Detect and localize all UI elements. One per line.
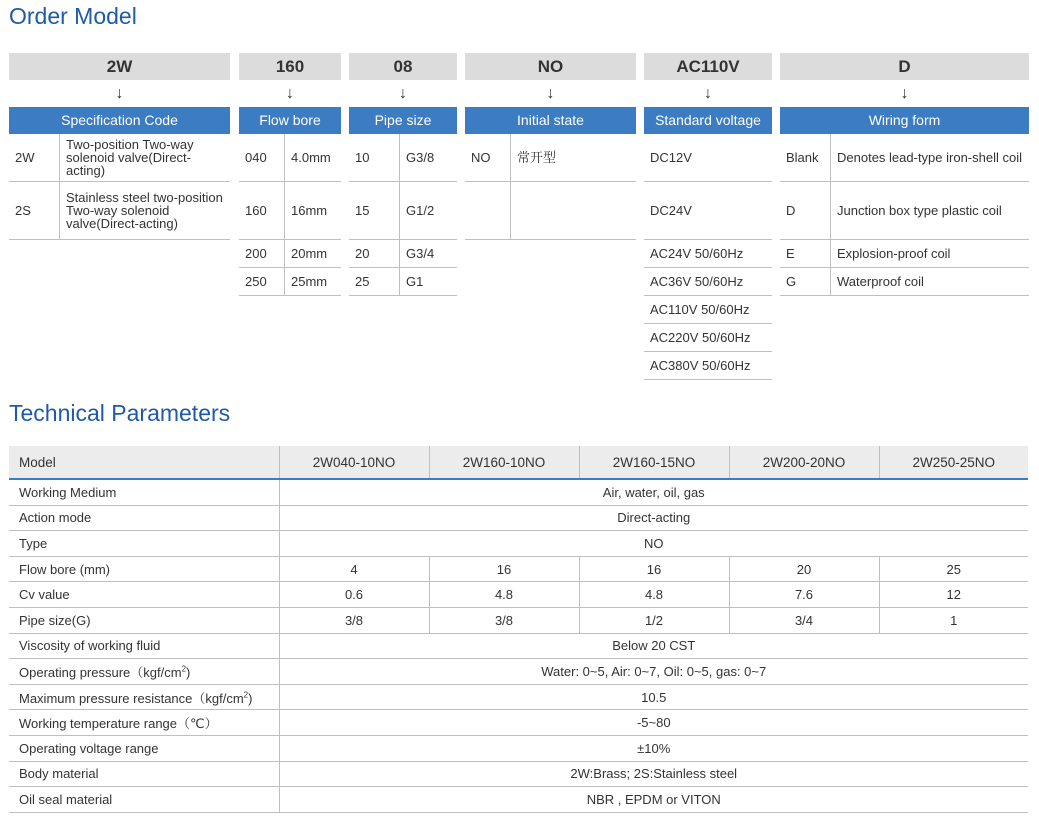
option-code xyxy=(465,182,511,239)
order-column-header: Standard voltage xyxy=(644,107,772,134)
order-option-row xyxy=(644,182,772,240)
unit-superscript: 2 xyxy=(243,690,249,700)
table-row xyxy=(9,582,1028,608)
parameter-label xyxy=(9,735,279,761)
option-code: E xyxy=(780,240,831,267)
order-option-row xyxy=(644,352,772,380)
option-code: 2W xyxy=(9,134,60,181)
down-arrow-icon: ↓ xyxy=(704,85,712,102)
order-option-row xyxy=(644,240,772,268)
order-code-segment: 08 xyxy=(349,53,457,80)
order-option-row xyxy=(349,240,457,268)
parameter-value: 2W:Brass; 2S:Stainless steel xyxy=(279,761,1028,787)
parameter-label xyxy=(9,684,279,710)
parameter-value: 3/8 xyxy=(429,607,579,633)
order-option-row xyxy=(644,324,772,352)
option-description xyxy=(511,182,636,239)
option-description: 20mm xyxy=(291,246,328,261)
option-description: AC380V 50/60Hz xyxy=(650,358,751,373)
option-description: G3/8 xyxy=(406,150,435,165)
order-option-row xyxy=(644,296,772,324)
table-row xyxy=(9,607,1028,633)
option-description: AC110V 50/60Hz xyxy=(650,302,750,317)
order-column-header: Flow bore xyxy=(239,107,341,134)
option-code: 040 xyxy=(239,134,285,181)
down-arrow-icon: ↓ xyxy=(399,85,407,102)
parameter-value: 0.6 xyxy=(279,582,429,608)
option-code: 15 xyxy=(349,182,400,239)
parameter-value: -5~80 xyxy=(279,710,1028,736)
order-code-segment: D xyxy=(780,53,1029,80)
option-description: 16mm xyxy=(291,203,328,218)
option-description: G1 xyxy=(406,274,424,289)
order-option-row xyxy=(349,268,457,296)
parameter-value: ±10% xyxy=(279,735,1028,761)
parameter-label-text: Oil seal material xyxy=(19,791,113,807)
down-arrow-icon: ↓ xyxy=(286,85,294,102)
table-row xyxy=(9,556,1028,582)
option-description: AC36V 50/60Hz xyxy=(650,274,744,289)
parameter-value: Below 20 CST xyxy=(279,633,1028,659)
parameter-label-text: Operating voltage range xyxy=(19,740,159,756)
order-option-row xyxy=(465,134,636,182)
order-option-row xyxy=(239,268,341,296)
option-description: Stainless steel two-position Two-way solenoid valve(Direct-acting) xyxy=(66,190,223,231)
parameter-value: 16 xyxy=(429,556,579,582)
parameter-value: Direct-acting xyxy=(279,505,1028,531)
table-row xyxy=(9,505,1028,531)
model-name: 2W040-10NO xyxy=(279,446,429,479)
option-description: 25mm xyxy=(291,274,328,289)
parameter-label xyxy=(9,787,279,813)
order-column-header: Initial state xyxy=(465,107,636,134)
order-column-1 xyxy=(239,53,341,296)
parameter-label-text: Body material xyxy=(19,766,99,782)
parameter-label-text: Pipe size(G) xyxy=(19,612,91,628)
parameter-value: Air, water, oil, gas xyxy=(279,479,1028,505)
order-code-segment: 160 xyxy=(239,53,341,80)
option-description: G1/2 xyxy=(406,203,435,218)
parameter-label xyxy=(9,479,279,505)
parameter-label xyxy=(9,582,279,608)
order-option-row xyxy=(644,134,772,182)
option-description: AC24V 50/60Hz xyxy=(650,246,744,261)
parameter-value: NBR , EPDM or VITON xyxy=(279,787,1028,813)
parameter-label xyxy=(9,633,279,659)
order-option-row xyxy=(644,268,772,296)
order-column-4 xyxy=(644,53,772,380)
order-option-row xyxy=(349,182,457,240)
parameter-value: 4.8 xyxy=(429,582,579,608)
model-label: Model xyxy=(9,446,279,479)
table-row xyxy=(9,710,1028,736)
parameter-value: NO xyxy=(279,531,1028,557)
parameter-value: 12 xyxy=(879,582,1028,608)
parameter-label-text: Working Medium xyxy=(19,484,117,500)
parameter-value: 4.8 xyxy=(579,582,729,608)
parameter-value: 16 xyxy=(579,556,729,582)
option-code: 160 xyxy=(239,182,285,239)
option-code: NO xyxy=(465,134,511,181)
order-option-row xyxy=(239,134,341,182)
option-description: DC24V xyxy=(650,203,692,218)
parameter-label xyxy=(9,505,279,531)
order-code-segment: NO xyxy=(465,53,636,80)
down-arrow-icon: ↓ xyxy=(546,85,555,102)
table-row xyxy=(9,531,1028,557)
unit-close: ) xyxy=(248,690,253,706)
parameter-label xyxy=(9,556,279,582)
model-name: 2W160-10NO xyxy=(429,446,579,479)
parameter-label-text: Viscosity of working fluid xyxy=(19,638,161,654)
order-option-row xyxy=(780,182,1029,240)
order-option-row xyxy=(349,134,457,182)
order-option-row xyxy=(9,134,230,182)
order-option-row xyxy=(780,240,1029,268)
parameter-value: 3/4 xyxy=(729,607,879,633)
order-code-segment: AC110V xyxy=(644,53,772,80)
parameter-label xyxy=(9,761,279,787)
order-column-header: Pipe size xyxy=(349,107,457,134)
technical-parameters-title: Technical Parameters xyxy=(9,400,231,426)
option-description: 常开型 xyxy=(517,150,557,165)
parameter-value: Water: 0~5, Air: 0~7, Oil: 0~5, gas: 0~7 xyxy=(279,659,1028,685)
option-description: Denotes lead-type iron-shell coil xyxy=(837,150,1022,165)
order-model-title: Order Model xyxy=(9,3,137,29)
order-column-header: Specification Code xyxy=(9,107,230,134)
option-description: DC12V xyxy=(650,150,692,165)
option-description: G3/4 xyxy=(406,246,435,261)
order-option-row xyxy=(780,134,1029,182)
parameter-value: 10.5 xyxy=(279,684,1028,710)
option-description: AC220V 50/60Hz xyxy=(650,330,751,345)
order-option-row xyxy=(239,182,341,240)
option-code: 10 xyxy=(349,134,400,181)
option-code: 200 xyxy=(239,240,285,267)
option-description: 4.0mm xyxy=(291,150,331,165)
table-row xyxy=(9,633,1028,659)
parameter-label-text: Cv value xyxy=(19,587,70,603)
option-description: Explosion-proof coil xyxy=(837,246,951,261)
option-description: Two-position Two-way solenoid valve(Direct-acting) xyxy=(66,137,194,178)
order-column-2 xyxy=(349,53,457,296)
table-row xyxy=(9,761,1028,787)
parameter-label-text: Maximum pressure resistance（kgf/cm xyxy=(19,690,244,706)
table-row xyxy=(9,479,1028,505)
parameter-value: 25 xyxy=(879,556,1028,582)
option-code: 250 xyxy=(239,268,285,295)
order-option-row xyxy=(9,182,230,240)
parameter-label xyxy=(9,659,279,685)
order-column-5 xyxy=(780,53,1029,296)
order-column-header: Wiring form xyxy=(780,107,1029,134)
order-option-row xyxy=(780,268,1029,296)
option-code: G xyxy=(780,268,831,295)
parameter-label xyxy=(9,710,279,736)
parameter-value: 1 xyxy=(879,607,1028,633)
model-name: 2W200-20NO xyxy=(729,446,879,479)
table-header-row xyxy=(9,446,1028,479)
down-arrow-icon: ↓ xyxy=(115,85,124,102)
model-name: 2W250-25NO xyxy=(879,446,1028,479)
parameter-value: 3/8 xyxy=(279,607,429,633)
parameter-value: 7.6 xyxy=(729,582,879,608)
order-option-row xyxy=(465,182,636,240)
option-code: 20 xyxy=(349,240,400,267)
parameter-label-text: Operating pressure（kgf/cm xyxy=(19,664,182,680)
parameter-label xyxy=(9,531,279,557)
parameter-value: 20 xyxy=(729,556,879,582)
option-description: Junction box type plastic coil xyxy=(837,203,1002,218)
option-code: D xyxy=(780,182,831,239)
order-column-0 xyxy=(9,53,230,240)
table-row xyxy=(9,787,1028,813)
order-option-row xyxy=(239,240,341,268)
option-code: 2S xyxy=(9,182,60,239)
down-arrow-icon: ↓ xyxy=(900,85,909,102)
model-name: 2W160-15NO xyxy=(579,446,729,479)
table-row xyxy=(9,659,1028,685)
parameter-label-text: Action mode xyxy=(19,510,92,526)
parameter-value: 4 xyxy=(279,556,429,582)
parameter-value: 1/2 xyxy=(579,607,729,633)
parameter-label xyxy=(9,607,279,633)
table-row xyxy=(9,735,1028,761)
unit-superscript: 2 xyxy=(181,664,187,674)
unit-close: ) xyxy=(186,664,191,680)
technical-parameters-table xyxy=(9,446,1028,813)
option-description: Waterproof coil xyxy=(837,274,924,289)
parameter-label-text: Type xyxy=(19,535,48,551)
order-column-3 xyxy=(465,53,636,240)
table-row xyxy=(9,684,1028,710)
option-code: Blank xyxy=(780,134,831,181)
parameter-label-text: Flow bore (mm) xyxy=(19,561,111,577)
order-code-segment: 2W xyxy=(9,53,230,80)
parameter-label-text: Working temperature range（℃） xyxy=(19,716,218,732)
option-code: 25 xyxy=(349,268,400,295)
